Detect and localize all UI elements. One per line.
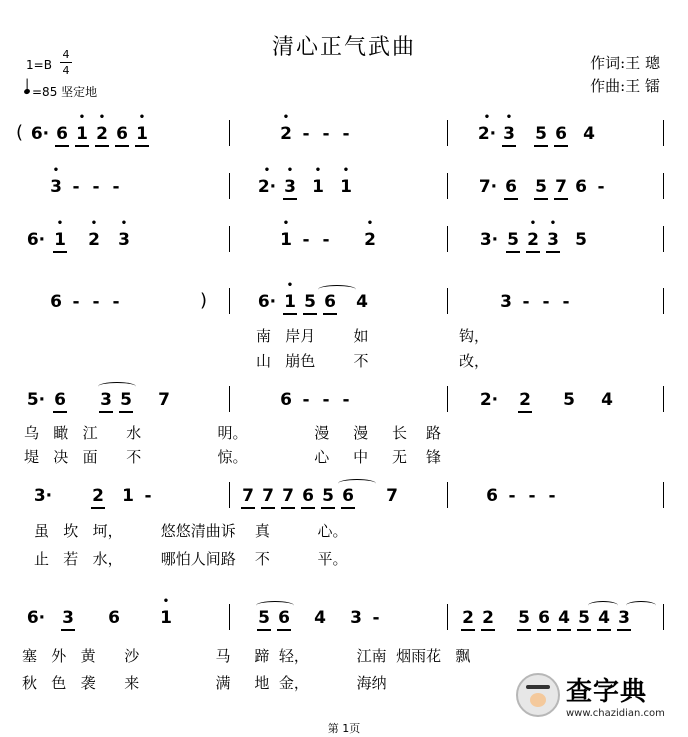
tempo-text: =85 坚定地 xyxy=(32,85,98,99)
note: • 1 xyxy=(132,124,152,144)
note: 5 xyxy=(300,292,320,312)
barline xyxy=(447,173,448,199)
dash: - xyxy=(302,390,310,410)
note: 5 xyxy=(574,608,594,628)
note: 2 xyxy=(515,390,535,410)
lyric-line: 乌 瞰 江 水 明。 漫 漫 长 路 xyxy=(24,424,442,442)
dash: - xyxy=(508,486,516,506)
note: 6· xyxy=(26,608,46,628)
lyric-line: 山 崩色 不 改， xyxy=(256,352,490,370)
note: 3· xyxy=(33,486,53,506)
note: 5 xyxy=(531,124,551,144)
note: 5 xyxy=(514,608,534,628)
measure xyxy=(482,486,562,506)
barline xyxy=(663,173,664,199)
note: 2 xyxy=(478,608,498,628)
barline xyxy=(447,226,448,252)
note: 5 xyxy=(116,390,136,410)
measure xyxy=(22,230,134,250)
measure xyxy=(276,124,356,144)
dash: - xyxy=(144,486,152,506)
composer-credit: 作曲:王 镭 xyxy=(590,77,660,95)
song-title: 清心正气武曲 xyxy=(271,35,416,60)
note: 6 xyxy=(274,608,294,628)
measure xyxy=(238,486,402,506)
barline xyxy=(229,386,230,412)
note: 3 xyxy=(58,608,78,628)
barline xyxy=(663,288,664,314)
watermark xyxy=(516,664,678,726)
dash: - xyxy=(562,292,570,312)
note: • 3 xyxy=(46,177,66,197)
barline xyxy=(663,482,664,508)
note: • 3 xyxy=(114,230,134,250)
watermark-title: 查字典 xyxy=(566,677,648,707)
measure xyxy=(254,608,386,628)
note: • 2 xyxy=(360,230,380,250)
barline xyxy=(447,604,448,630)
dash: - xyxy=(302,124,310,144)
barline xyxy=(663,226,664,252)
note: 2 xyxy=(458,608,478,628)
time-signature xyxy=(60,48,72,77)
note: 6 xyxy=(50,390,70,410)
dash: - xyxy=(597,177,605,197)
note: 4 xyxy=(314,608,326,628)
note: 6 xyxy=(486,486,498,506)
dash: - xyxy=(528,486,536,506)
time-signature-bottom: 4 xyxy=(62,64,70,77)
note: 1 xyxy=(122,486,134,506)
page-number: 第 1页 xyxy=(327,722,361,735)
measure xyxy=(276,230,380,250)
measure xyxy=(458,608,634,628)
barline xyxy=(447,482,448,508)
note: • 3 xyxy=(499,124,519,144)
note: 6 xyxy=(298,486,318,506)
barline xyxy=(447,288,448,314)
lyric-line: 虽 坎 坷， 悠悠清曲诉 真 心。 xyxy=(34,522,348,540)
lyric-line: 塞 外 黄 沙 马 蹄 轻， 江南 烟雨花 飘 xyxy=(22,647,471,665)
dash: - xyxy=(322,230,330,250)
measure xyxy=(46,177,126,197)
dash: - xyxy=(372,608,380,628)
barline xyxy=(663,386,664,412)
note: 4 xyxy=(356,292,368,312)
note: 6· xyxy=(30,124,50,144)
lyric-line: 止 若 水， 哪怕人间路 不 平。 xyxy=(34,550,348,568)
note: 7 xyxy=(551,177,571,197)
note: 4 xyxy=(554,608,574,628)
note: • 1 xyxy=(336,177,356,197)
note: 2· xyxy=(479,390,499,410)
note: 6 xyxy=(338,486,358,506)
note: 5 xyxy=(254,608,274,628)
note: 6 xyxy=(534,608,554,628)
barline xyxy=(229,226,230,252)
note: 5 xyxy=(531,177,551,197)
note: • 3 xyxy=(543,230,563,250)
measure xyxy=(475,177,611,197)
barline xyxy=(663,604,664,630)
repeat-paren-open: ( xyxy=(16,122,24,143)
note: • 2 xyxy=(523,230,543,250)
measure xyxy=(276,390,356,410)
lyric-line: 秋 色 袭 来 满 地 金， 海纳 xyxy=(22,674,387,692)
note: • 1 xyxy=(276,230,296,250)
barline xyxy=(229,120,230,146)
key-signature: 1=B xyxy=(26,58,52,72)
barline xyxy=(229,604,230,630)
note: 5 xyxy=(503,230,523,250)
note: 3 xyxy=(500,292,512,312)
time-signature-top: 4 xyxy=(62,48,70,61)
note: 7· xyxy=(478,177,498,197)
watermark-url: www.chazidian.com xyxy=(566,708,665,719)
note: • 1 xyxy=(72,124,92,144)
measure xyxy=(22,390,174,410)
barline xyxy=(663,120,664,146)
note: • 2· xyxy=(254,177,280,197)
dash: - xyxy=(342,390,350,410)
note: 5 xyxy=(575,230,587,250)
measure xyxy=(475,230,591,250)
note: 7 xyxy=(386,486,398,506)
barline xyxy=(447,120,448,146)
note: 6 xyxy=(50,292,62,312)
note: 7 xyxy=(258,486,278,506)
lyric-line: 堤 决 面 不 惊。 心 中 无 锋 xyxy=(24,448,442,466)
note: • 2 xyxy=(84,230,104,250)
note: 6 xyxy=(501,177,521,197)
dash: - xyxy=(112,177,120,197)
measure xyxy=(254,177,356,197)
barline xyxy=(229,173,230,199)
note: 6 xyxy=(320,292,340,312)
note: • 2· xyxy=(475,124,499,144)
note: 7 xyxy=(158,390,170,410)
dash: - xyxy=(302,230,310,250)
dash: - xyxy=(322,124,330,144)
dash: - xyxy=(72,177,80,197)
measure xyxy=(254,292,372,312)
repeat-paren-close: ) xyxy=(200,290,208,311)
note: 5 xyxy=(563,390,575,410)
note: • 3 xyxy=(280,177,300,197)
tempo-marking xyxy=(24,83,97,100)
dash: - xyxy=(92,292,100,312)
note: 2 xyxy=(88,486,108,506)
dash: - xyxy=(322,390,330,410)
dash: - xyxy=(548,486,556,506)
graduate-mascot-icon xyxy=(516,673,560,717)
dash: - xyxy=(92,177,100,197)
note: 6 xyxy=(108,608,120,628)
note: • 1 xyxy=(50,230,70,250)
dash: - xyxy=(542,292,550,312)
dash: - xyxy=(522,292,530,312)
note: 4 xyxy=(601,390,613,410)
note: 6 xyxy=(551,124,571,144)
measure xyxy=(28,486,158,506)
measure xyxy=(22,608,176,628)
note: 6 xyxy=(112,124,132,144)
dash: - xyxy=(112,292,120,312)
note: 5· xyxy=(26,390,46,410)
barline xyxy=(447,386,448,412)
dash: - xyxy=(342,124,350,144)
note: 5 xyxy=(318,486,338,506)
note: 7 xyxy=(278,486,298,506)
note: 4 xyxy=(594,608,614,628)
measure xyxy=(28,124,152,144)
note: 6· xyxy=(26,230,46,250)
note: 3· xyxy=(479,230,499,250)
measure xyxy=(46,292,126,312)
measure xyxy=(475,390,617,410)
quarter-note-icon xyxy=(23,88,30,95)
note: 7 xyxy=(238,486,258,506)
lyric-line: 南 岸月 如 钩， xyxy=(256,327,490,345)
note: 6· xyxy=(257,292,277,312)
note: • 1 xyxy=(156,608,176,628)
note: 3 xyxy=(96,390,116,410)
measure xyxy=(475,124,599,144)
note: 3 xyxy=(350,608,362,628)
note: 6 xyxy=(280,390,292,410)
dash: - xyxy=(72,292,80,312)
note: • 1 xyxy=(280,292,300,312)
note: 6 xyxy=(575,177,587,197)
note: • 1 xyxy=(308,177,328,197)
note: 4 xyxy=(583,124,595,144)
note: • 2 xyxy=(276,124,296,144)
note: • 2 xyxy=(92,124,112,144)
barline xyxy=(229,288,230,314)
measure xyxy=(496,292,576,312)
note: 6 xyxy=(52,124,72,144)
lyricist-credit: 作词:王 璁 xyxy=(590,54,660,72)
note: 3 xyxy=(614,608,634,628)
barline xyxy=(229,482,230,508)
